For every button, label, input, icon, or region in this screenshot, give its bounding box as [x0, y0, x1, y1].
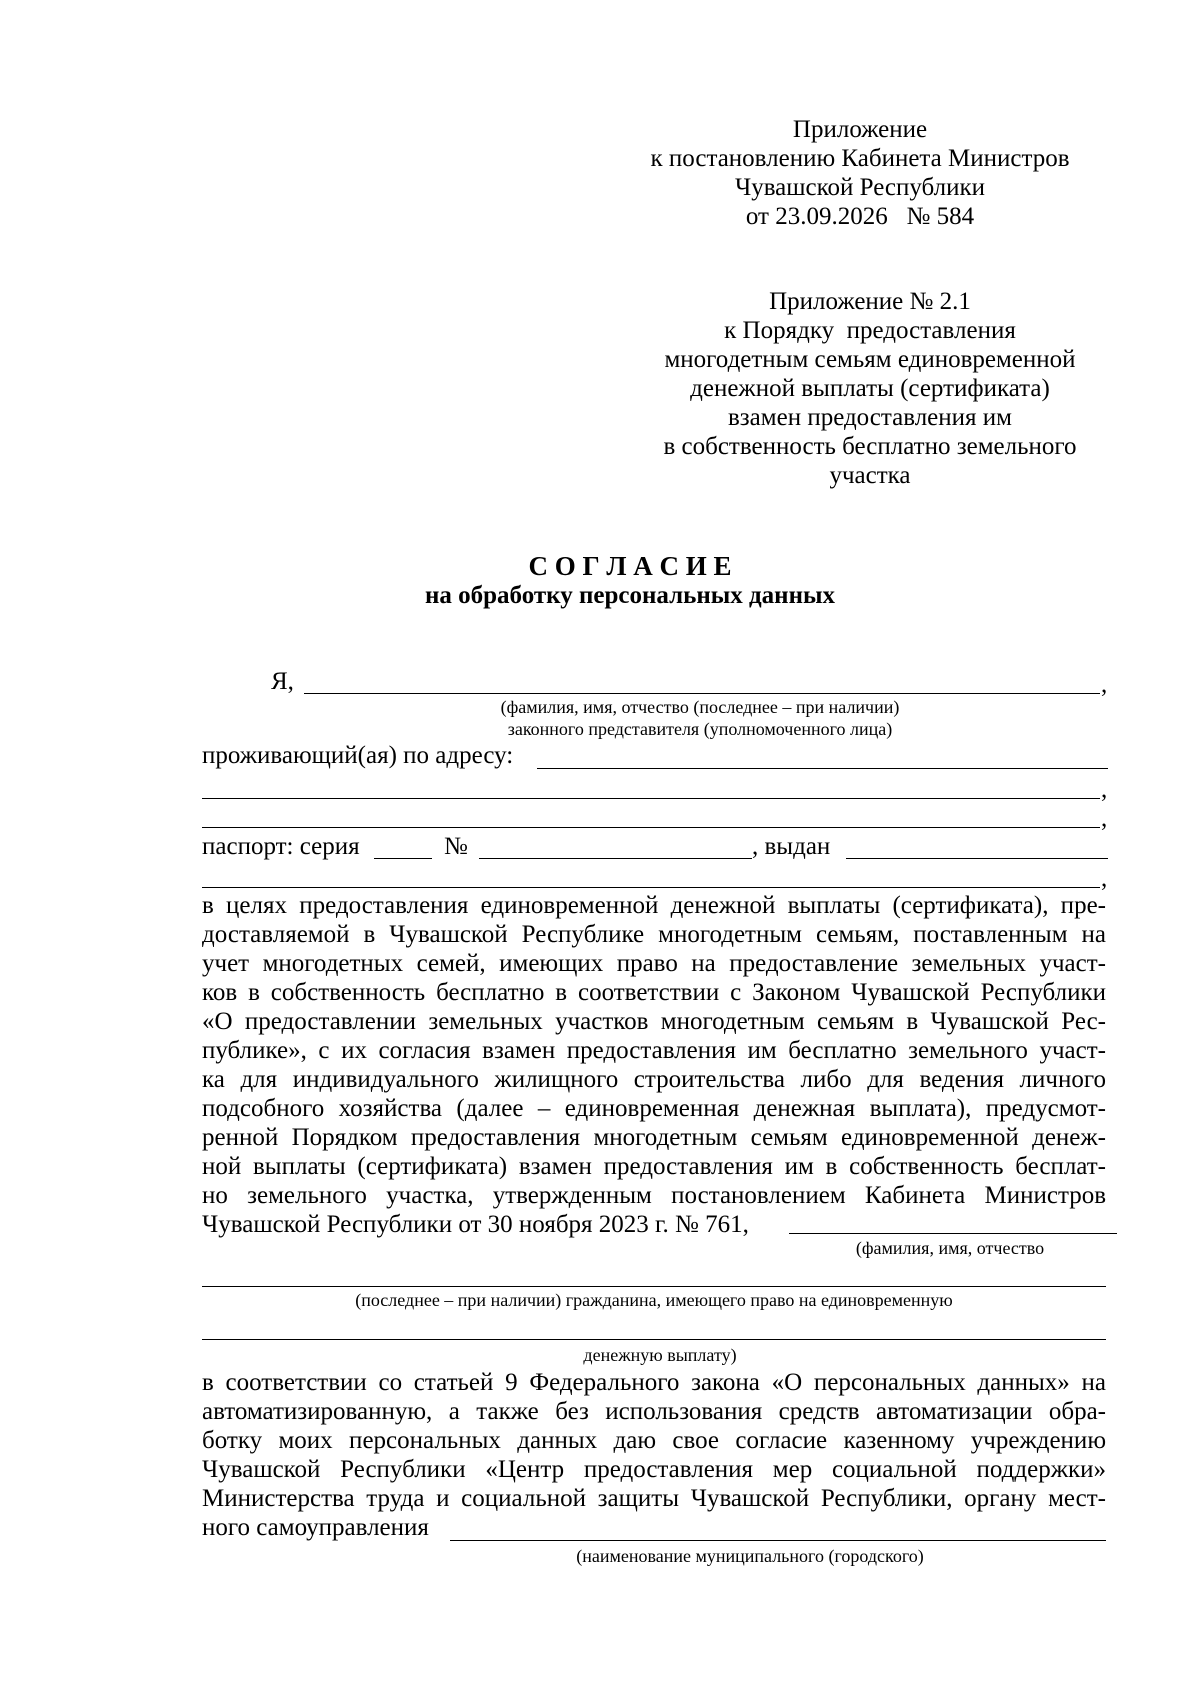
fio-field-line[interactable]	[304, 693, 1100, 694]
para1-line: Чувашской Республики от 30 ноября 2023 г. № 761,	[202, 1211, 749, 1238]
para2-line: Чувашской Республики «Центр предоставления мер социальной поддержки»	[202, 1456, 1106, 1483]
para1-line: доставляемой в Чувашской Республике многодетным семьям, поставленным на	[202, 921, 1106, 948]
header-appendix-line1: Приложение	[792, 116, 928, 143]
citizen-fio-caption-a: (фамилия, имя, отчество	[855, 1238, 1045, 1258]
para2-line: Министерства труда и социальной защиты Чувашской Республики, органу мест-	[202, 1485, 1106, 1512]
fio-comma: ,	[1101, 671, 1108, 698]
header2-line2: к Порядку предоставления	[724, 317, 1016, 344]
header-appendix-2-1	[630, 287, 1110, 490]
para1-line: «О предоставлении земельных участков многодетным семьям в Чувашской Рес-	[202, 1008, 1106, 1035]
header2-line7: участка	[829, 462, 911, 489]
address-comma-2: ,	[1101, 805, 1108, 832]
fio-caption-2: законного представителя (уполномоченного лица)	[507, 719, 893, 739]
para1-line: ренной Порядком предоставления многодетным семьям единовременной денеж-	[202, 1124, 1106, 1151]
para1-line: подсобного хозяйства (далее – единовременная денежная выплата), предусмот-	[202, 1095, 1106, 1122]
address-label: проживающий(ая) по адресу:	[202, 742, 514, 769]
para1-line: но земельного участка, утвержденным постановлением Кабинета Министров	[202, 1182, 1106, 1209]
para1-line: учет многодетных семей, имеющих право на предоставление земельных участ-	[202, 950, 1106, 977]
citizen-fio-field-3[interactable]	[202, 1339, 1106, 1340]
para2-line: автоматизированную, а также без использования средств автоматизации обра-	[202, 1398, 1106, 1425]
header2-line4: денежной выплаты (сертификата)	[690, 375, 1050, 402]
citizen-fio-caption-c: денежную выплату)	[583, 1345, 737, 1365]
para1-line: ков в собственность бесплатно в соответствии с Законом Чувашской Республики	[202, 979, 1106, 1006]
header2-line5: взамен предоставления им	[728, 404, 1012, 431]
citizen-fio-field-2[interactable]	[202, 1286, 1106, 1287]
i-label: Я,	[271, 668, 294, 695]
para1-line: ной выплаты (сертификата) взамен предоставления им в собственность бесплат-	[202, 1153, 1106, 1180]
para1-line: в целях предоставления единовременной денежной выплаты (сертификата), пре-	[202, 892, 1106, 919]
address-field-line-1[interactable]	[537, 768, 1108, 769]
passport-number-label: №	[444, 833, 468, 860]
header2-line3: многодетным семьям единовременной	[664, 346, 1076, 373]
para2-line: в соответствии со статьей 9 Федерального закона «О персональных данных» на	[202, 1369, 1106, 1396]
address-comma-1: ,	[1101, 776, 1108, 803]
document-subtitle: на обработку персональных данных	[425, 582, 835, 609]
purpose-paragraph	[202, 891, 1106, 1239]
passport-number-field[interactable]	[479, 858, 752, 859]
header-appendix-line3: Чувашской Республики	[734, 174, 986, 201]
passport-issued-label: , выдан	[752, 833, 831, 860]
citizen-fio-caption-b: (последнее – при наличии) гражданина, имеющего право на единовременную	[355, 1290, 953, 1310]
document-title: С О Г Л А С И Е	[528, 551, 732, 581]
address-field-line-3[interactable]	[202, 827, 1100, 828]
municipal-caption: (наименование муниципального (городского)	[576, 1546, 924, 1566]
para2-line: ботку моих персональных данных даю свое согласие казенному учреждению	[202, 1427, 1106, 1454]
citizen-fio-field-1[interactable]	[789, 1233, 1117, 1234]
para1-line: ка для индивидуального жилищного строительства либо для ведения личного	[202, 1066, 1106, 1093]
header2-line6: в собственность бесплатно земельного	[663, 433, 1077, 460]
header-appendix	[620, 115, 1100, 231]
fio-caption-1: (фамилия, имя, отчество (последнее – при наличии)	[500, 697, 900, 717]
header-appendix-line2: к постановлению Кабинета Министров	[650, 145, 1070, 172]
consent-paragraph	[202, 1368, 1106, 1542]
passport-label: паспорт: серия	[202, 833, 360, 860]
para1-line: публике», с их согласия взамен предоставления им бесплатно земельного участ-	[202, 1037, 1106, 1064]
para2-line: ного самоуправления	[202, 1514, 429, 1541]
header2-line1: Приложение № 2.1	[769, 288, 971, 315]
header-appendix-line4: от 23.09.2026 № 584	[745, 203, 975, 230]
passport-issued-field[interactable]	[846, 858, 1108, 859]
address-field-line-2[interactable]	[202, 798, 1100, 799]
passport-issued-field-2[interactable]	[202, 887, 1100, 888]
passport-comma: ,	[1101, 865, 1108, 892]
municipal-body-field[interactable]	[450, 1540, 1106, 1541]
passport-series-field[interactable]	[374, 858, 432, 859]
